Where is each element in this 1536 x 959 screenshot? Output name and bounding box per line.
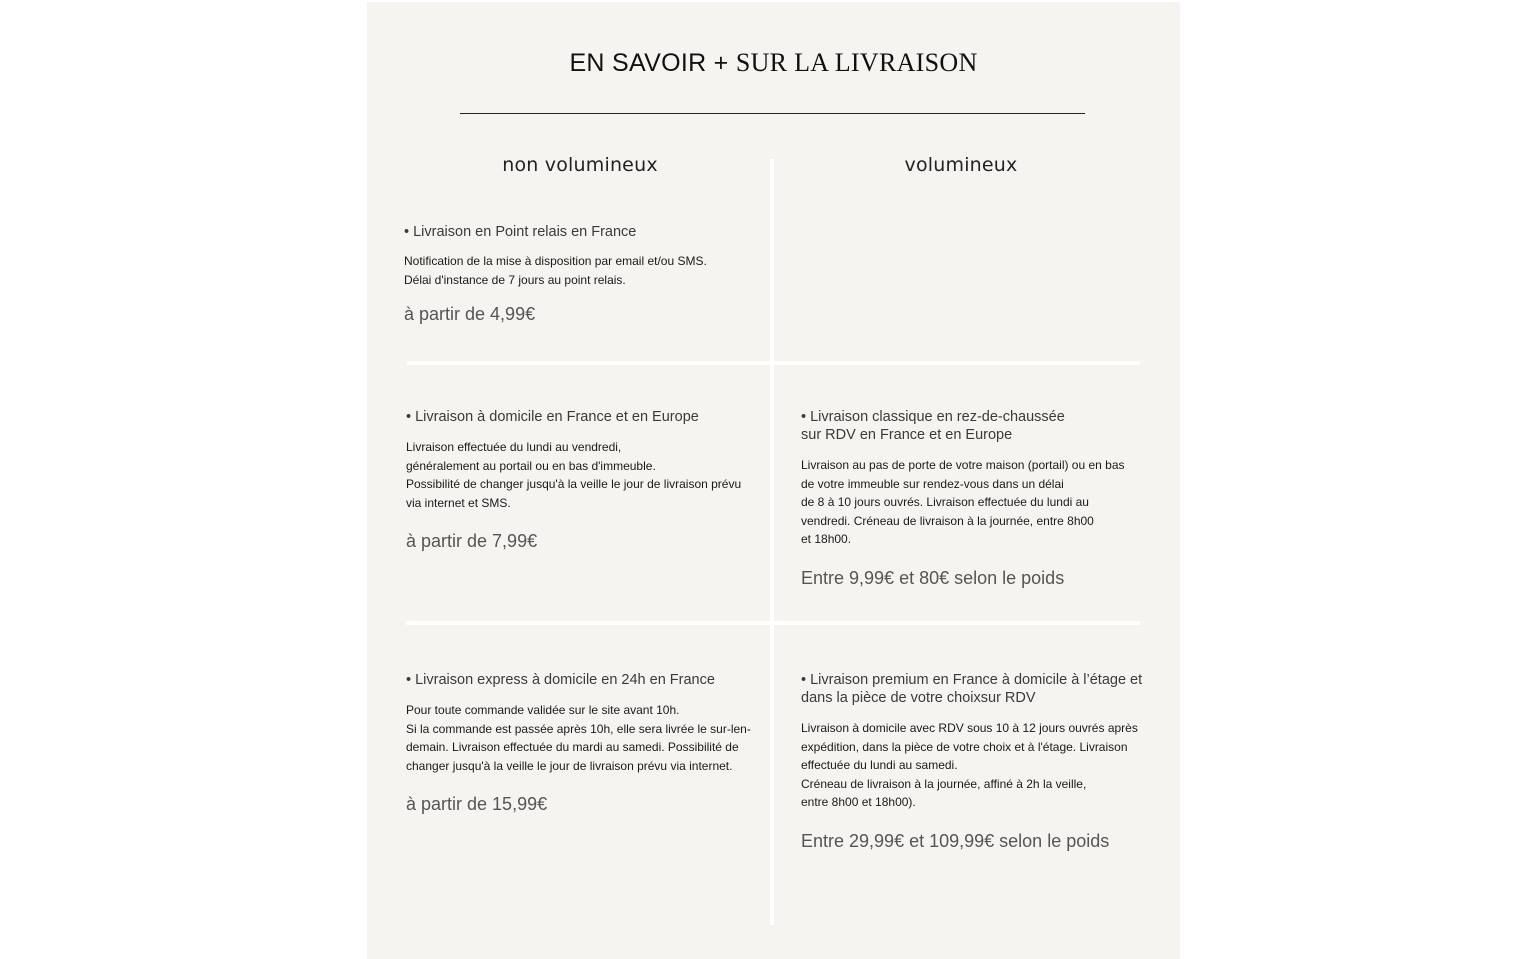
option-description: Pour toute commande validée sur le site avant 10h. Si la commande est passée après 10h, elle sera livrée le sur-len- demain. Livraison effectuée du mardi au samedi. Possibilité de changer jusqu'à la veille le jour de livraison prévu via internet. [406, 703, 751, 773]
option-price: Entre 29,99€ et 109,99€ selon le poids [801, 830, 1110, 851]
column-heading-non-bulky: non volumineux [502, 154, 658, 176]
option-heading: • Livraison en Point relais en France [404, 224, 637, 240]
title-divider [460, 113, 1085, 114]
delivery-option-classic [801, 408, 1146, 589]
delivery-info-panel [367, 2, 1180, 959]
delivery-option-express [406, 671, 766, 815]
option-description: Livraison effectuée du lundi au vendredi, généralement au portail ou en bas d'immeuble. Possibilité de changer jusqu'à la veille le jour de livraison prévu via internet et SMS. [406, 440, 742, 510]
option-price: à partir de 4,99€ [404, 304, 536, 324]
option-price: à partir de 7,99€ [406, 531, 538, 551]
option-heading: • Livraison à domicile en France et en Europe [406, 409, 699, 425]
option-description: Livraison à domicile avec RDV sous 10 à 12 jours ouvrés après expédition, dans la pièce de votre choix et à l'étage. Livraison effectuée du lundi au samedi. Créneau de livraison à la journée, affiné à 2h la veille, entre 8h00 et 18h00). [801, 721, 1138, 809]
row-divider-2 [406, 621, 1140, 625]
column-divider [770, 159, 774, 925]
delivery-option-home [406, 408, 766, 552]
option-description: Notification de la mise à disposition par email et/ou SMS. Délai d'instance de 7 jours au point relais. [404, 254, 707, 287]
option-heading: • Livraison classique en rez-de-chaussée sur RDV en France et en Europe [801, 409, 1065, 443]
option-price: Entre 9,99€ et 80€ selon le poids [801, 567, 1065, 588]
option-heading: • Livraison express à domicile en 24h en France [406, 672, 715, 688]
column-heading-bulky: volumineux [904, 154, 1018, 176]
page-title [367, 48, 1180, 78]
option-price: à partir de 15,99€ [406, 794, 548, 814]
delivery-option-premium [801, 671, 1146, 852]
title-part-1: EN SAVOIR + [569, 49, 736, 77]
title-part-2: SUR LA LIVRAISON [735, 48, 978, 77]
row-divider-1 [407, 361, 1140, 365]
option-heading: • Livraison premium en France à domicile à l’étage et dans la pièce de votre choixsur RDV [801, 672, 1143, 706]
option-description: Livraison au pas de porte de votre maison (portail) ou en bas de votre immeuble sur rendez-vous dans un délai de 8 à 10 jours ouvrés. Livraison effectuée du lundi au vendredi. Créneau de livraison à la journée, entre 8h00 et 18h00. [801, 458, 1125, 546]
delivery-option-relay [404, 223, 759, 325]
